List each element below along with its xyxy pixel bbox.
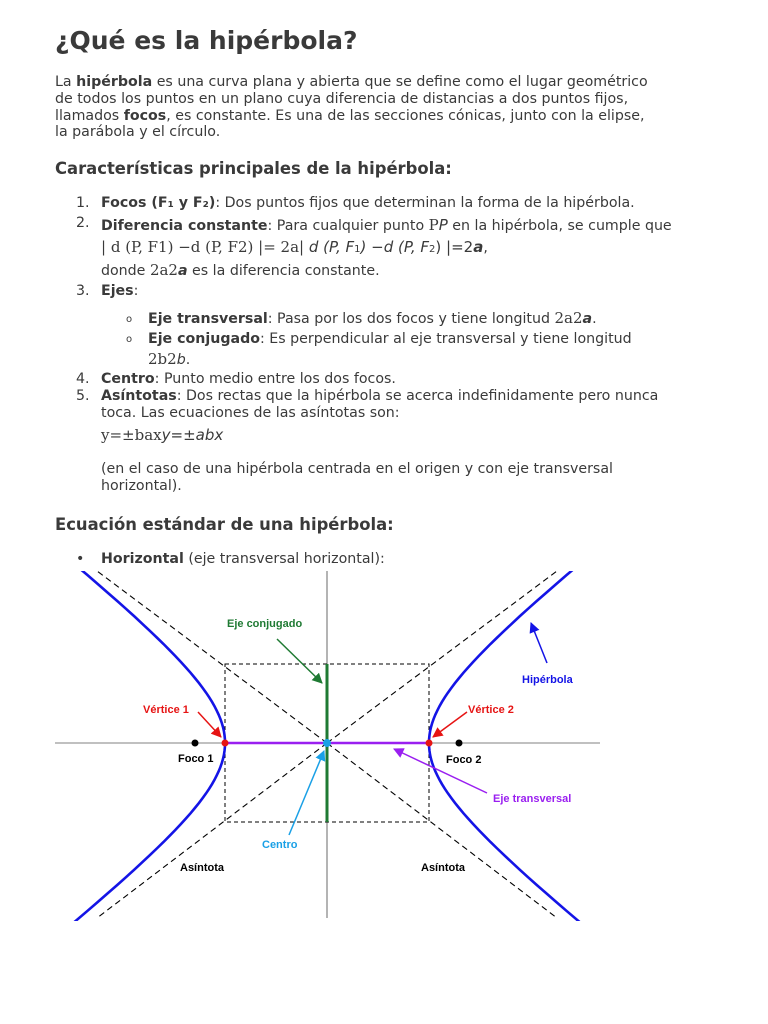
math-text: y (161, 426, 171, 444)
math-text: abx (195, 426, 224, 444)
arrow-hyperbola (531, 623, 547, 663)
math-text: d (P, F (304, 238, 355, 256)
math-text: ) −d (P, F (360, 238, 430, 256)
list-item-horizontal (55, 551, 385, 567)
intro-paragraph (55, 74, 655, 141)
label-asintota-left: Asíntota (180, 862, 224, 874)
list-number: 5. (76, 388, 90, 404)
section-heading-caracteristicas: Características principales de la hipérbola: (55, 159, 452, 178)
sub-list-item (55, 329, 675, 370)
label-eje-transversal: Eje transversal (493, 793, 572, 805)
math-subscript: 1 (354, 244, 361, 255)
asymptote-note: (en el caso de una hipérbola centrada en el origen y con eje transversal horizontal). (101, 461, 613, 494)
list-item (55, 283, 675, 300)
item-text: : (133, 283, 139, 299)
label-eje-conjugado: Eje conjugado (227, 618, 303, 630)
item-text: : Es perpendicular al eje transversal y tiene longitud (259, 331, 632, 347)
math-text: | d (P, F1) −d (P, F2) |= 2a| (101, 238, 305, 256)
item-term: Diferencia constante (101, 218, 268, 234)
label-centro: Centro (262, 839, 298, 851)
math-subscript: 2 (429, 244, 436, 255)
math-text: 2a2 (149, 261, 178, 279)
sub-bullet: o (126, 314, 133, 325)
item-text: : Dos rectas que la hipérbola se acerca indefinidamente pero nunca toca. Las ecuaciones de las asíntotas son: (101, 388, 659, 421)
arrow-conjugate (277, 639, 322, 683)
list-item (55, 215, 675, 282)
sub-list-item (55, 309, 675, 329)
asymptote-line (97, 571, 327, 743)
intro-text: es una curva plana y abierta que se define como el lugar geométrico de todos los puntos en un plano cuya diferencia de distancias a dos puntos fijos, llamados (55, 74, 648, 124)
item-text: donde (101, 263, 150, 279)
bullet: • (76, 551, 85, 567)
label-asintota-right: Asíntota (421, 862, 465, 874)
asymptote-line (327, 743, 557, 918)
item-text: : Dos puntos fijos que determinan la forma de la hipérbola. (215, 195, 635, 211)
math-text: 2a2 (554, 309, 583, 327)
section-heading-ecuacion: Ecuación estándar de una hipérbola: (55, 515, 394, 534)
item-term: Asíntotas (101, 388, 177, 404)
label-foco-1: Foco 1 (178, 753, 214, 765)
asymptote-equation (55, 427, 675, 444)
math-text: a (473, 238, 484, 256)
focus-1-point (192, 740, 199, 747)
intro-text: La (55, 74, 77, 90)
list-item (55, 388, 675, 422)
math-text: ) |=2 (435, 238, 474, 256)
item-text: : Para cualquier punto (267, 218, 429, 234)
item-text: . (185, 352, 191, 368)
list-number: 1. (76, 195, 90, 211)
item-term: Eje transversal (148, 311, 268, 327)
list-item (55, 371, 675, 388)
asymptote-line (97, 743, 327, 918)
asymptote-line (327, 571, 557, 743)
item-term: Focos (F₁ y F₂) (101, 195, 216, 211)
intro-bold-term: focos (123, 107, 167, 124)
math-text: =± (170, 426, 196, 444)
vertex-2-point (426, 740, 433, 747)
math-text: P (428, 216, 439, 234)
list-number: 3. (76, 283, 90, 299)
item-text: es la diferencia constante. (187, 263, 380, 279)
math-text: P (438, 216, 448, 234)
intro-bold-term: hipérbola (76, 74, 153, 90)
sub-bullet: o (126, 334, 133, 345)
center-point (323, 739, 331, 747)
label-hiperbola: Hipérbola (522, 674, 573, 686)
intro-text: , es constante. Es una de las secciones cónicas, junto con la elipse, la parábola y el círculo. (55, 107, 645, 141)
hyperbola-diagram (55, 571, 605, 921)
list-number: 4. (76, 371, 90, 387)
item-term: Eje conjugado (148, 331, 260, 347)
label-foco-2: Foco 2 (446, 754, 482, 766)
item-text: : Punto medio entre los dos focos. (154, 371, 396, 387)
label-vertice-2: Vértice 2 (468, 704, 514, 716)
vertex-1-point (222, 740, 229, 747)
math-text: a (582, 311, 593, 327)
item-text: . (592, 311, 597, 327)
arrow-vertex-2 (433, 712, 467, 737)
item-term: Horizontal (101, 551, 184, 567)
item-text: (eje transversal horizontal): (183, 551, 385, 567)
math-text: a (177, 263, 188, 279)
page-title: ¿Qué es la hipérbola? (55, 26, 358, 55)
math-text: y=±bax (101, 426, 162, 444)
arrow-vertex-1 (198, 712, 221, 737)
item-term: Centro (101, 371, 155, 387)
item-text: : Pasa por los dos focos y tiene longitud (267, 311, 555, 327)
math-text: b (176, 352, 186, 368)
math-text: 2b2 (148, 350, 177, 368)
characteristics-list (55, 195, 675, 495)
list-number: 2. (76, 215, 90, 231)
label-vertice-1: Vértice 1 (143, 704, 189, 716)
item-text: , (483, 240, 488, 256)
item-text: en la hipérbola, se cumple que (447, 218, 672, 234)
item-term: Ejes (101, 283, 134, 299)
list-item (55, 195, 675, 212)
focus-2-point (456, 740, 463, 747)
